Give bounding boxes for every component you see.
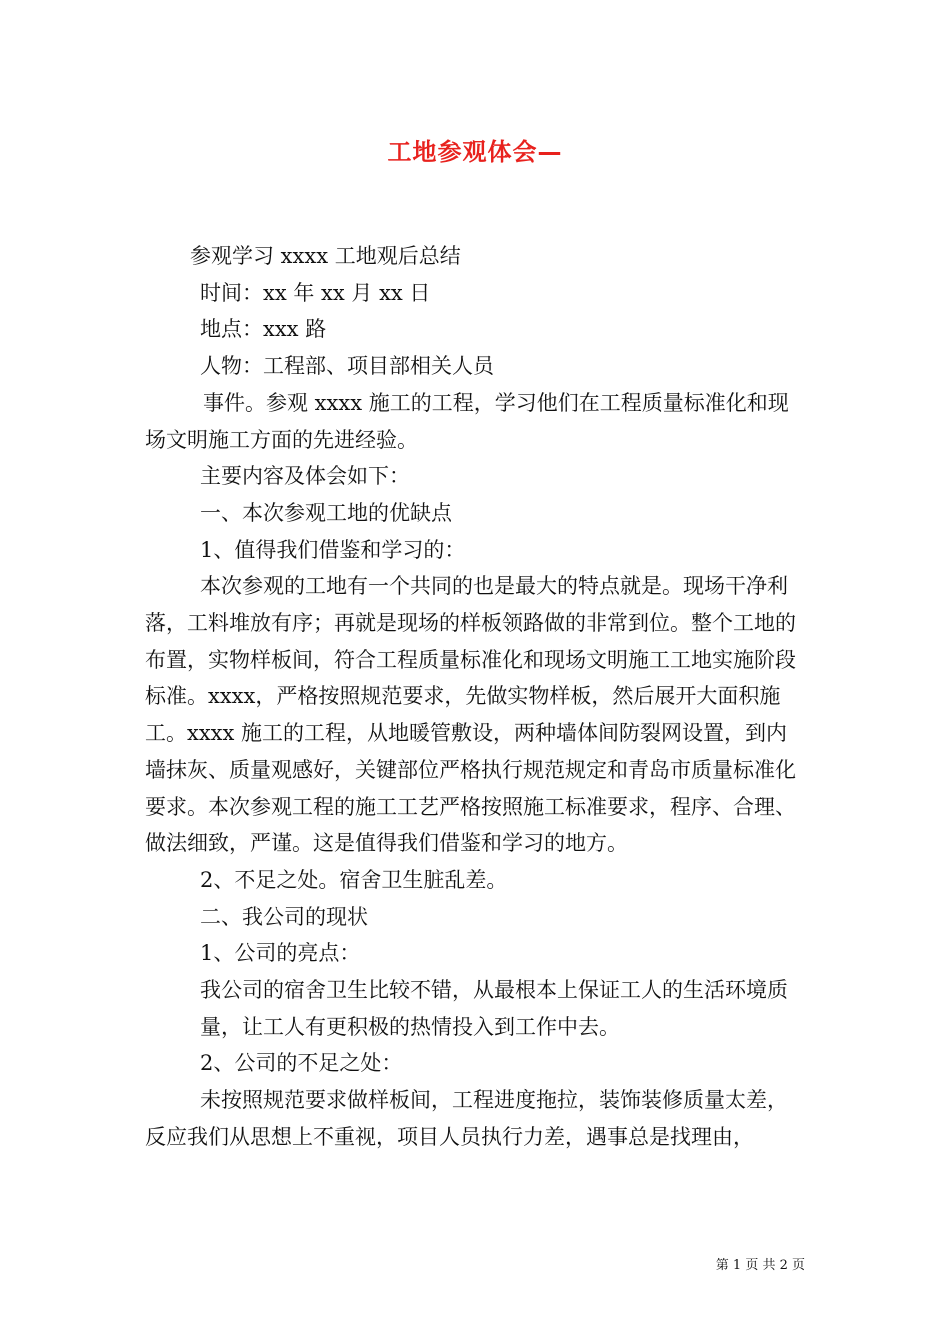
paragraph: 1、公司的亮点： xyxy=(200,941,361,966)
paragraph: 二、我公司的现状 xyxy=(200,904,368,929)
paragraph: 2、公司的不足之处： xyxy=(200,1051,403,1076)
paragraph: 2、不足之处。宿舍卫生脏乱差。 xyxy=(200,867,508,892)
paragraph: 一、本次参观工地的优缺点 xyxy=(200,500,452,525)
paragraph: 我公司的宿舍卫生比较不错，从最根本上保证工人的生活环境质 xyxy=(200,978,788,1003)
paragraph: 本次参观的工地有一个共同的也是最大的特点就是。现场干净利落，工料堆放有序；再就是现场的样板领路做的非常到位。整个工地的布置，实物样板间，符合工程质量标准化和现场文明施工工地实施阶段标准。xxxx，严格按照规范要求，先做实物样板，然后展开大面积施工。xxxx 施工的工程，从地暖管敷设，两种墙体间防裂网设置，到内墙抹灰、质量观感好，关键部位严格执行规范规定和青岛市质量标准化要求。本次参观工程的施工工艺严格按照施工标准要求，程序、合理、做法细致，严谨。这是值得我们借鉴和学习的地方。 xyxy=(145,574,796,856)
page-number-footer: 第 1 页 共 2 页 xyxy=(715,1258,805,1273)
document-body xyxy=(145,238,807,1156)
paragraph: 地点：xxx 路 xyxy=(200,317,327,342)
paragraph: 未按照规范要求做样板间，工程进度拖拉，装饰装修质量太差，反应我们从思想上不重视，项目人员执行力差，遇事总是找理由， xyxy=(145,1088,788,1149)
paragraph: 1、值得我们借鉴和学习的： xyxy=(200,537,466,562)
paragraph: 事件。参观 xxxx 施工的工程，学习他们在工程质量标准化和现场文明施工方面的先进经验。 xyxy=(145,390,789,452)
paragraph: 人物：工程部、项目部相关人员 xyxy=(200,354,494,379)
paragraph: 参观学习 xxxx 工地观后总结 xyxy=(190,244,461,268)
document-title: 工地参观体会— xyxy=(387,138,563,166)
paragraph: 量，让工人有更积极的热情投入到工作中去。 xyxy=(200,1014,620,1039)
paragraph: 主要内容及体会如下： xyxy=(200,464,410,489)
paragraph: 时间：xx 年 xx 月 xx 日 xyxy=(200,280,431,305)
